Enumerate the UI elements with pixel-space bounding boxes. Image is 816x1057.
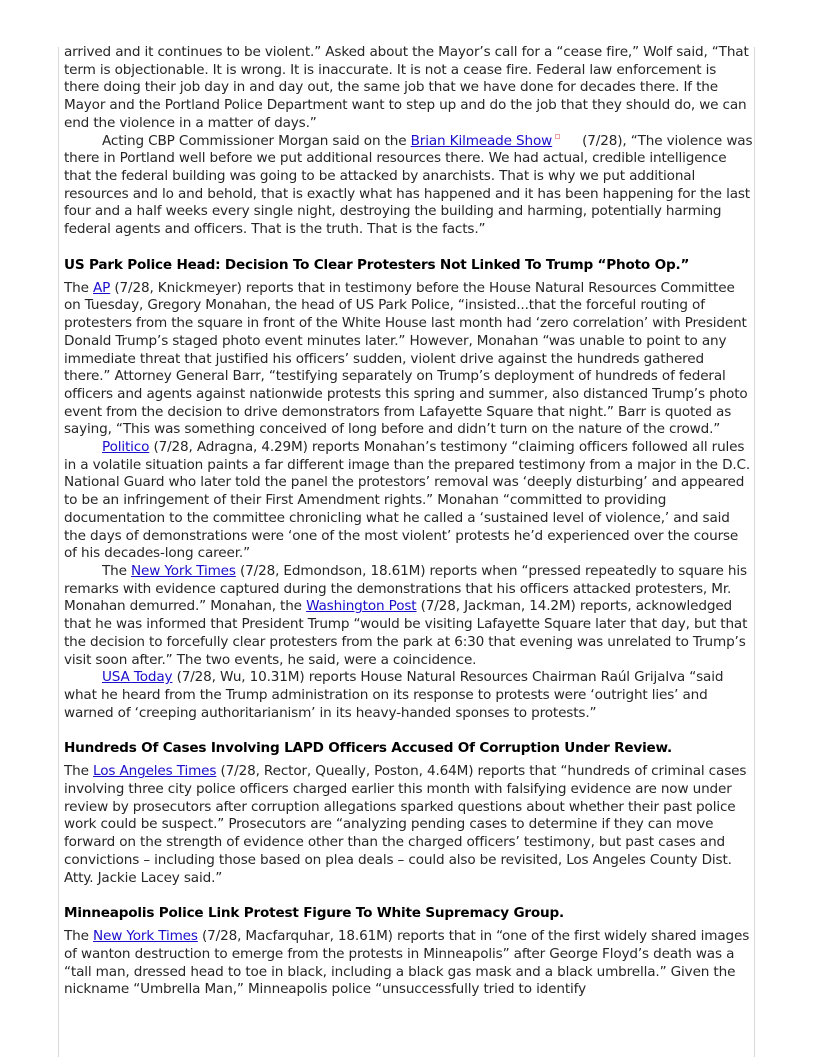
article-paragraph: [64, 928, 754, 999]
paragraph-text: (7/28, Adragna, 4.29M) reports Monahan’s testimony “claiming officers followed all rules in a volatile situation paints a far different image than the prepared testimony from a major in the D.C. National Guard who later told the panel the protestors’ removal was ‘deeply disturbing’ and appeared to be an infringement of their First Amendment rights.” Monahan “committed to providing documentation to the committee chronicling what he called a ‘sustained level of violence,’ and said the days of demonstrations were ‘one of the most violent’ protests he’d experienced over the course of his decades-long career.”: [64, 439, 751, 562]
paragraph-text: (7/28), “The violence was there in Portland well before we put additional resources there. We had actual, credible intelligence that the federal building was going to be attacked by anarchists. That is why we put additional resources and lo and behold, that is exactly what has happened and it has been happening for the last four and a half weeks every single night, destroying the building and harming, potentially harming federal agents and officers. That is the truth. That is the facts.”: [64, 132, 753, 238]
article-paragraph: [64, 669, 754, 722]
article-paragraph: [64, 563, 754, 669]
article-paragraph: [64, 280, 754, 439]
continued-paragraph: arrived and it continues to be violent.” Asked about the Mayor’s call for a “cease fire,” Wolf said, “That term is objectionable. It is wrong. It is inaccurate. It is not a cease fire. Federal law enforcement is there doing their job day in and day out, the same job that we have done for decades there. If the Mayor and the Portland Police Department want to step up and do the job that they should do, we can end the violence in a matter of days.”: [64, 44, 749, 131]
paragraph-text: The: [64, 928, 94, 945]
article-headline: Minneapolis Police Link Protest Figure To White Supremacy Group.: [64, 905, 565, 922]
document-content: [64, 44, 754, 999]
paragraph-text: The: [64, 763, 94, 780]
new-york-times-link[interactable]: New York Times: [93, 928, 198, 945]
article-headline: US Park Police Head: Decision To Clear Protesters Not Linked To Trump “Photo Op.”: [64, 256, 690, 273]
link-marker-icon: [555, 134, 560, 139]
paragraph-text: (7/28, Jackman, 14.2M) reports, acknowledged that he was informed that President Trump “would be visiting Lafayette Square later that day, but that the decision to forcefully clear protesters from the park at 6:30 that evening was unrelated to Trump’s visit soon after.” The two events, he said, were a coincidence.: [64, 598, 748, 668]
article-paragraph: [64, 439, 754, 563]
usa-today-link[interactable]: USA Today: [102, 669, 173, 686]
washington-post-link[interactable]: Washington Post: [306, 598, 417, 615]
los-angeles-times-link[interactable]: Los Angeles Times: [93, 763, 217, 780]
new-york-times-link[interactable]: New York Times: [131, 562, 236, 579]
paragraph-text: The: [102, 562, 132, 579]
ap-link[interactable]: AP: [93, 279, 111, 296]
paragraph-text: (7/28, Wu, 10.31M) reports House Natural Resources Chairman Raúl Grijalva “said what he heard from the Trump administration on its response to protests were ‘outright lies’ and warned of ‘creeping authoritarianism’ in its heavy-handed sponses to protests.”: [64, 669, 724, 721]
article-headline: Hundreds Of Cases Involving LAPD Officers Accused Of Corruption Under Review.: [64, 740, 673, 757]
paragraph-text: The: [64, 279, 94, 296]
article-paragraph: [64, 763, 754, 887]
brian-kilmeade-show-link[interactable]: Brian Kilmeade Show: [410, 132, 553, 149]
paragraph-text: (7/28, Knickmeyer) reports that in testimony before the House Natural Resources Committee on Tuesday, Gregory Monahan, the head of US Park Police, “insisted...that the forceful routing of protesters from the square in front of the White House last month had ‘zero correlation’ with President Donald Trump’s staged photo event minutes later.” However, Monahan “was unable to point to any immediate threat that justified his officers’ sudden, violent drive against the hundreds gathered there.” Attorney General Barr, “testifying separately on Trump’s deployment of hundreds of federal officers and agents against nationwide protests this spring and summer, also distanced Trump’s photo event from the decision to drive demonstrators from Lafayette Square that night.” Barr is quoted as saying, “This was something conceived of long before and didn’t turn on the nature of the crowd.”: [64, 279, 748, 438]
paragraph-text: Acting CBP Commissioner Morgan said on the: [102, 132, 411, 149]
paragraph-text: (7/28, Macfarquhar, 18.61M) reports that in “one of the first widely shared images of wanton destruction to emerge from the protests in Minneapolis” after George Floyd’s death was a “tall man, dressed head to toe in black, including a black gas mask and a black umbrella.” Given the nickname “Umbrella Man,” Minneapolis police “unsuccessfully tried to identify: [64, 928, 750, 998]
paragraph-text: (7/28, Rector, Queally, Poston, 4.64M) reports that “hundreds of criminal cases involving three city police officers charged earlier this month with falsifying evidence are now under review by prosecutors after corruption allegations sparked questions about whether their past police work could be suspect.” Prosecutors are “analyzing pending cases to determine if they can move forward on the strength of evidence other than the charged officers’ testimony, but past cases and convictions – including those based on plea deals – could also be revisited, Los Angeles County Dist. Atty. Jackie Lacey said.”: [64, 763, 747, 886]
morgan-quote-paragraph: [64, 133, 754, 239]
paragraph-text: (7/28, Edmondson, 18.61M) reports when “pressed repeatedly to square his remarks with evidence captured during the demonstrations that his officers attacked protesters, Mr. Monahan demurred.” Monahan, the: [64, 562, 747, 615]
politico-link[interactable]: Politico: [102, 439, 150, 456]
